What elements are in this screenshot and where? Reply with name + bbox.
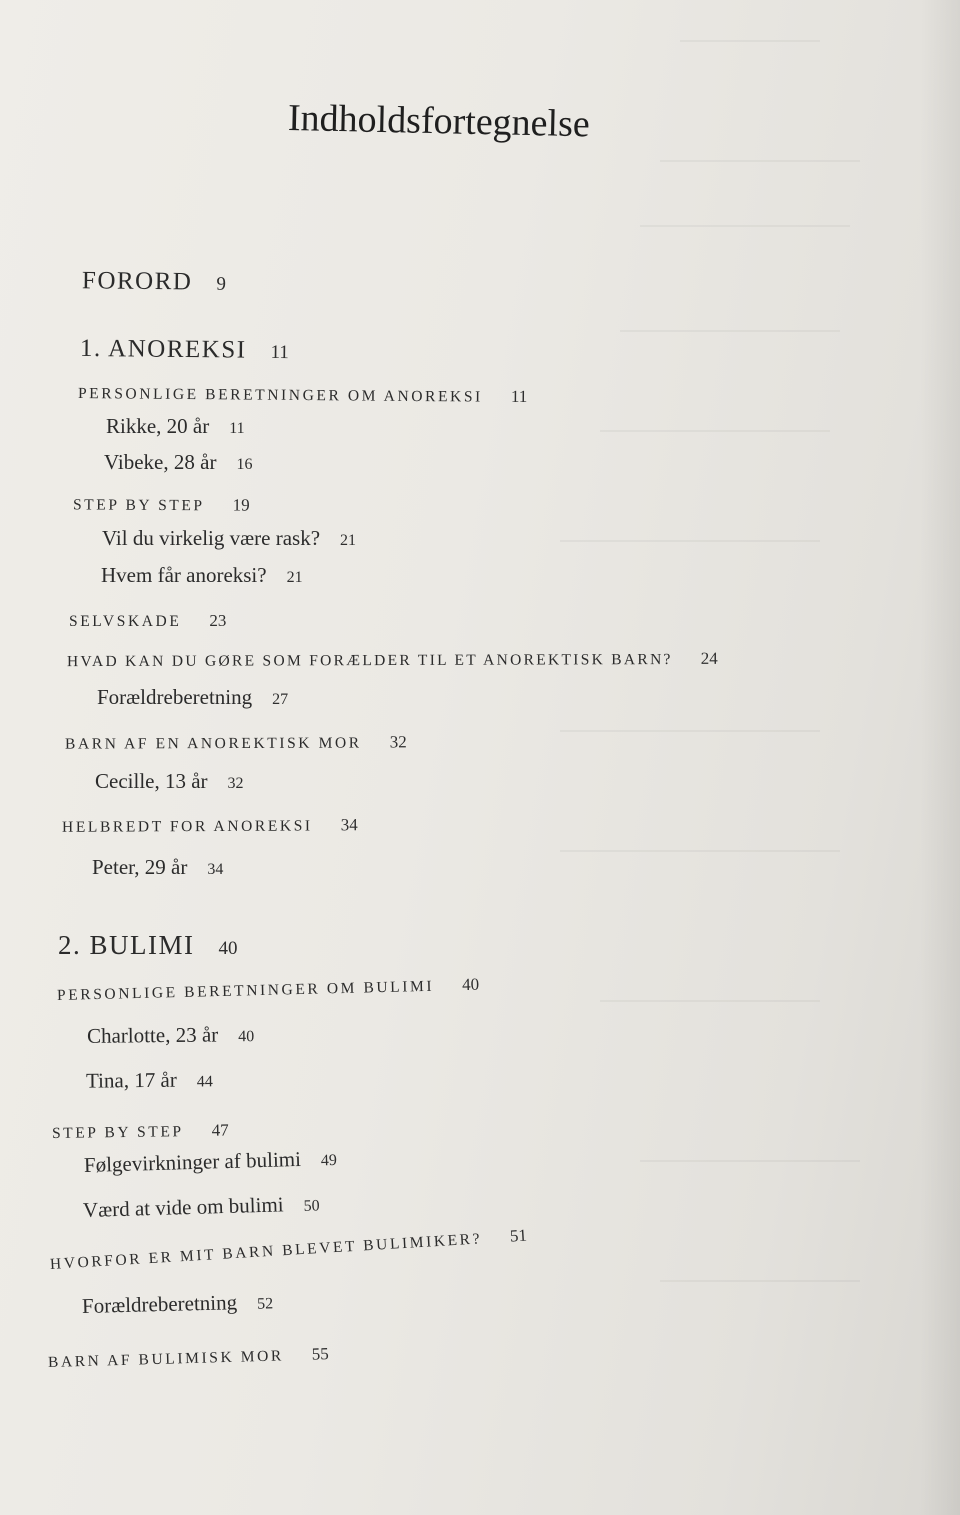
toc-subentry bbox=[106, 414, 245, 439]
toc-subentry bbox=[92, 855, 223, 880]
toc-subentry bbox=[86, 1067, 213, 1093]
toc-entry-title: STEP BY STEP bbox=[72, 496, 205, 515]
toc-entry-title: Rikke, 20 år bbox=[106, 414, 210, 438]
toc-subentry bbox=[102, 526, 356, 551]
toc-entry-title: HELBREDT FOR ANOREKSI bbox=[61, 817, 313, 836]
toc-page-number: 40 bbox=[238, 1028, 255, 1046]
show-through-line bbox=[600, 430, 830, 432]
toc-subentry bbox=[87, 1022, 254, 1049]
toc-page-number: 47 bbox=[211, 1120, 229, 1140]
toc-section bbox=[57, 975, 480, 1005]
toc-subentry bbox=[84, 1146, 338, 1178]
show-through-line bbox=[660, 160, 860, 162]
toc-section bbox=[73, 494, 250, 515]
toc-subentry bbox=[82, 1289, 274, 1319]
toc-entry-title: FORORD bbox=[81, 267, 193, 296]
toc-page-number: 21 bbox=[340, 532, 357, 549]
toc-chapter bbox=[80, 335, 289, 365]
toc-subentry bbox=[97, 685, 288, 710]
toc-section bbox=[65, 732, 407, 753]
toc-section bbox=[69, 611, 226, 631]
toc-entry-title: BARN AF BULIMISK MOR bbox=[47, 1347, 285, 1371]
toc-page-number: 34 bbox=[207, 861, 224, 878]
toc-entry-title: Charlotte, 23 år bbox=[86, 1022, 219, 1048]
toc-page-number: 16 bbox=[236, 456, 253, 473]
toc-page-number: 40 bbox=[218, 938, 238, 959]
toc-page-number: 24 bbox=[700, 648, 718, 668]
toc-entry-title: 2. BULIMI bbox=[58, 930, 195, 960]
toc-chapter bbox=[58, 930, 238, 961]
toc-entry-title: 1. ANOREKSI bbox=[79, 334, 247, 364]
toc-entry-title: Værd at vide om bulimi bbox=[82, 1192, 284, 1222]
toc-entry-title: Forældreberetning bbox=[97, 685, 253, 709]
toc-entry-title: SELVSKADE bbox=[69, 613, 182, 630]
toc-entry-title: Vibeke, 28 år bbox=[104, 450, 217, 474]
show-through-line bbox=[640, 225, 850, 227]
toc-page-number: 11 bbox=[510, 386, 528, 406]
toc-page-number: 50 bbox=[303, 1197, 320, 1215]
page-title: Indholdsfortegnelse bbox=[287, 97, 591, 146]
toc-page-number: 23 bbox=[209, 611, 227, 630]
toc-chapter bbox=[82, 267, 226, 297]
toc-page-number: 51 bbox=[509, 1225, 528, 1246]
toc-entry-title: Cecille, 13 år bbox=[95, 769, 208, 793]
toc-page-number: 44 bbox=[196, 1073, 213, 1091]
toc-subentry bbox=[83, 1191, 320, 1223]
toc-subentry bbox=[101, 563, 303, 588]
toc-subentry bbox=[104, 450, 252, 475]
toc-entry-title: BARN AF EN ANOREKTISK MOR bbox=[64, 734, 362, 753]
show-through-line bbox=[640, 1160, 860, 1162]
toc-page-number: 9 bbox=[216, 273, 227, 295]
toc-section bbox=[62, 815, 358, 837]
toc-page-number: 40 bbox=[461, 974, 480, 995]
toc-section bbox=[67, 649, 718, 671]
toc-page-number: 52 bbox=[256, 1295, 274, 1313]
toc-page-number: 19 bbox=[232, 495, 250, 515]
toc-page-number: 11 bbox=[229, 420, 245, 437]
toc-page-number: 32 bbox=[389, 732, 407, 752]
toc-page-number: 32 bbox=[227, 775, 244, 792]
toc-entry-title: Vil du virkelig være rask? bbox=[102, 526, 321, 550]
toc-entry-title: Forældreberetning bbox=[81, 1290, 238, 1318]
toc-entry-title: PERSONLIGE BERETNINGER OM ANOREKSI bbox=[77, 385, 483, 406]
show-through-line bbox=[660, 1280, 860, 1282]
show-through-line bbox=[560, 850, 840, 852]
show-through-line bbox=[560, 540, 820, 542]
toc-page-number: 49 bbox=[320, 1151, 338, 1170]
toc-section bbox=[52, 1121, 229, 1143]
show-through-line bbox=[600, 1000, 820, 1002]
toc-page-number: 27 bbox=[272, 691, 289, 708]
toc-subentry bbox=[95, 769, 244, 794]
toc-entry-title: Følgevirkninger af bulimi bbox=[83, 1146, 302, 1177]
toc-page-number: 11 bbox=[270, 341, 289, 364]
toc-section bbox=[49, 1226, 527, 1274]
toc-entry-title: HVAD KAN DU GØRE SOM FORÆLDER TIL ET ANOREKTISK BARN? bbox=[66, 651, 673, 671]
toc-page-number: 34 bbox=[340, 815, 358, 835]
toc-section bbox=[78, 383, 527, 407]
toc-section bbox=[48, 1344, 329, 1372]
toc-entry-title: Hvem får anoreksi? bbox=[101, 563, 267, 587]
show-through-line bbox=[680, 40, 820, 42]
show-through-line bbox=[560, 730, 820, 732]
toc-entry-title: HVORFOR ER MIT BARN BLEVET BULIMIKER? bbox=[49, 1230, 483, 1273]
toc-page-number: 55 bbox=[311, 1344, 330, 1364]
toc-entry-title: STEP BY STEP bbox=[51, 1123, 184, 1142]
toc-page-number: 21 bbox=[286, 569, 303, 586]
toc-entry-title: PERSONLIGE BERETNINGER OM BULIMI bbox=[56, 977, 435, 1004]
toc-entry-title: Tina, 17 år bbox=[85, 1067, 177, 1093]
toc-entry-title: Peter, 29 år bbox=[92, 855, 188, 879]
show-through-line bbox=[620, 330, 840, 332]
